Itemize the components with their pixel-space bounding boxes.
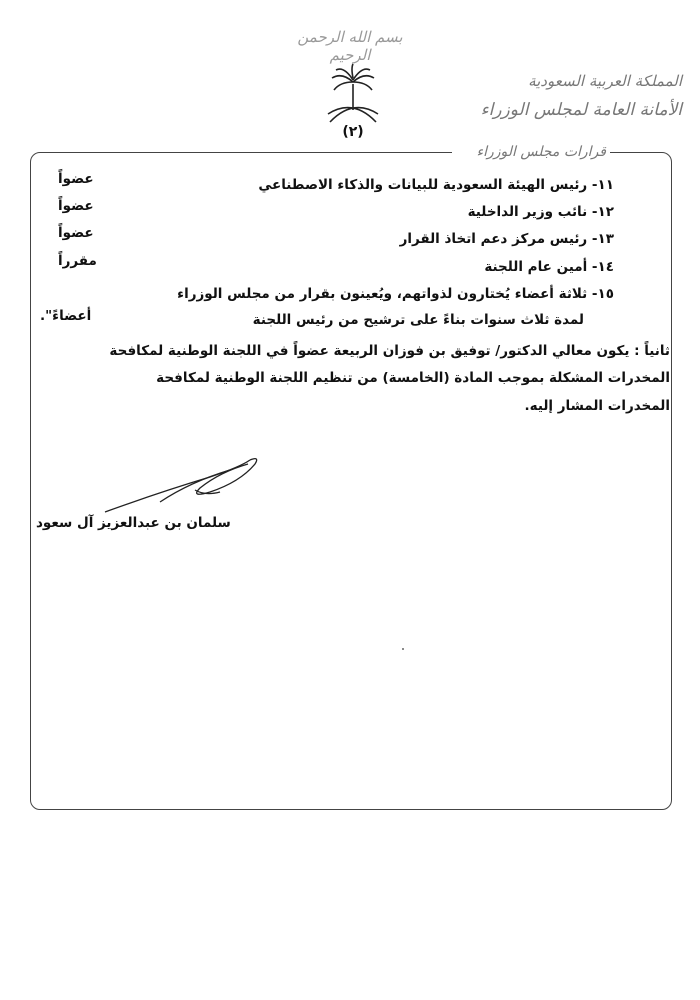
- clause-second-line-3: المخدرات المشار إليه.: [524, 398, 670, 414]
- saudi-emblem-icon: [318, 62, 388, 132]
- member-role-13: عضواً: [58, 225, 94, 241]
- member-role-14: مقرراً: [58, 253, 97, 269]
- member-role-12: عضواً: [58, 198, 94, 214]
- member-line-14: ١٤- أمين عام اللجنة: [484, 259, 614, 275]
- signatory-name: سلمان بن عبدالعزيز آل سعود: [36, 515, 231, 531]
- header-decision-label: قرارات مجلس الوزراء: [452, 144, 610, 160]
- member-line-15-cont: لمدة ثلاث سنوات بناءً على ترشيح من رئيس اللجنة: [252, 312, 584, 328]
- member-role-15: أعضاءً".: [40, 308, 92, 324]
- member-line-12: ١٢- نائب وزير الداخلية: [467, 204, 614, 220]
- member-line-15: ١٥- ثلاثة أعضاء يُختارون لذواتهم، ويُعينون بقرار من مجلس الوزراء: [177, 286, 614, 302]
- page-number: (٢): [342, 124, 364, 140]
- member-line-13: ١٣- رئيس مركز دعم اتخاذ القرار: [399, 231, 614, 247]
- clause-second-line-2: المخدرات المشكلة بموجب المادة (الخامسة) من تنظيم اللجنة الوطنية لمكافحة: [156, 370, 670, 386]
- signature-image: [100, 452, 270, 522]
- basmala: بسم الله الرحمن الرحيم: [297, 28, 403, 64]
- scan-speck: [402, 648, 404, 650]
- header-secretariat: الأمانة العامة لمجلس الوزراء: [480, 100, 682, 120]
- header-kingdom: المملكة العربية السعودية: [528, 72, 682, 90]
- member-role-11: عضواً: [58, 171, 94, 187]
- member-line-11: ١١- رئيس الهيئة السعودية للبيانات والذكاء الاصطناعي: [258, 177, 614, 193]
- clause-second-line-1: ثانياً : يكون معالي الدكتور/ توفيق بن فوزان الربيعة عضواً في اللجنة الوطنية لمكافحة: [109, 343, 670, 359]
